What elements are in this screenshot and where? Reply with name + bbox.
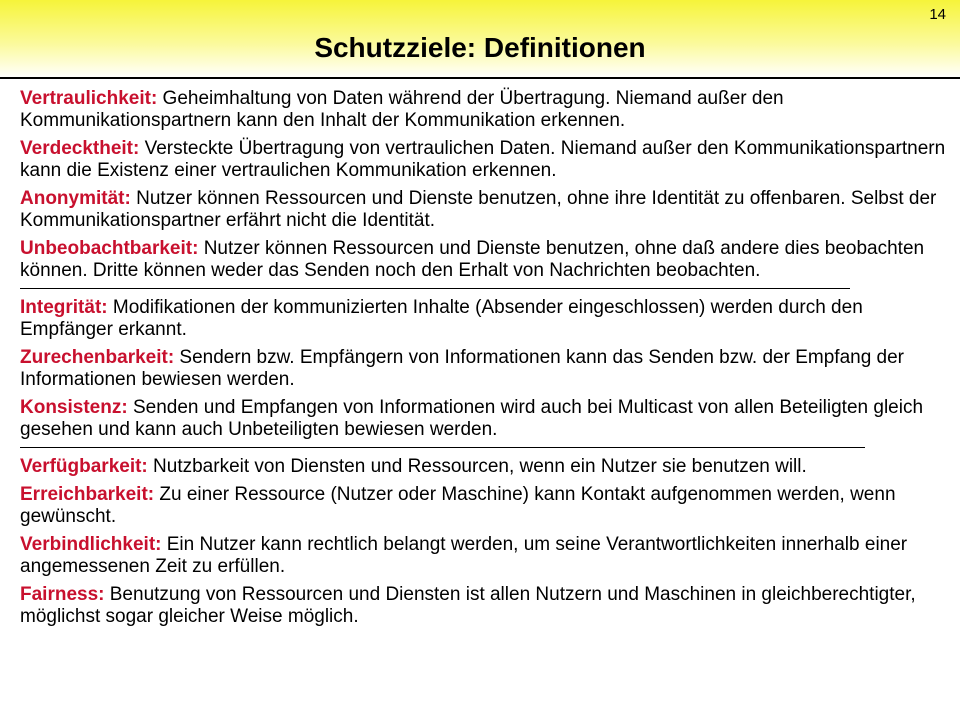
definition-item (20, 347, 950, 391)
definition-item (20, 584, 950, 628)
definition-text: Senden und Empfangen von Informationen wird auch bei Multicast von allen Beteiligten gleich gesehen und kann auch Unbeteiligten bewiesen werden. (20, 397, 924, 440)
group-divider (20, 288, 850, 289)
definition-text: Versteckte Übertragung von vertraulichen Daten. Niemand außer den Kommunikationspartnern kann die Existenz einer vertraulichen Kommunikation erkennen. (20, 138, 946, 181)
title-divider (0, 77, 960, 79)
definitions-list (20, 88, 950, 634)
definition-item (20, 238, 950, 282)
definition-term: Zurechenbarkeit: (20, 347, 175, 368)
definition-item (20, 397, 950, 441)
definition-term: Verfügbarkeit: (20, 456, 148, 477)
definition-term: Vertraulichkeit: (20, 88, 158, 109)
definition-text: Sendern bzw. Empfängern von Informationen kann das Senden bzw. der Empfang der Informationen bewiesen werden. (20, 347, 905, 390)
definition-term: Erreichbarkeit: (20, 484, 155, 505)
definition-item (20, 88, 950, 132)
definition-term: Konsistenz: (20, 397, 128, 418)
definition-term: Fairness: (20, 584, 105, 605)
definition-item (20, 484, 950, 528)
definition-term: Verdecktheit: (20, 138, 140, 159)
definition-text: Ein Nutzer kann rechtlich belangt werden, um seine Verantwortlichkeiten innerhalb einer angemessenen Zeit zu erfüllen. (20, 534, 908, 577)
definition-text: Zu einer Ressource (Nutzer oder Maschine) kann Kontakt aufgenommen werden, wenn gewünscht. (20, 484, 896, 527)
definition-term: Integrität: (20, 297, 108, 318)
definition-text: Nutzer können Ressourcen und Dienste benutzen, ohne ihre Identität zu offenbaren. Selbst der Kommunikationspartner erfährt nicht die Identität. (20, 188, 937, 231)
definition-item (20, 297, 950, 341)
definition-text: Geheimhaltung von Daten während der Übertragung. Niemand außer den Kommunikationspartnern kann den Inhalt der Kommunikation erkennen. (20, 88, 784, 131)
definition-term: Anonymität: (20, 188, 131, 209)
page-number: 14 (929, 6, 946, 23)
definition-text: Modifikationen der kommunizierten Inhalte (Absender eingeschlossen) werden durch den Empfänger erkannt. (20, 297, 863, 340)
definition-term: Verbindlichkeit: (20, 534, 162, 555)
definition-item (20, 534, 950, 578)
group-divider (20, 447, 865, 448)
definition-text: Benutzung von Ressourcen und Diensten ist allen Nutzern und Maschinen in gleichberechtigter, möglichst sogar gleicher Weise möglich. (20, 584, 916, 627)
slide-title: Schutzziele: Definitionen (314, 32, 646, 63)
definition-item (20, 188, 950, 232)
slide-header (0, 0, 960, 78)
definition-term: Unbeobachtbarkeit: (20, 238, 199, 259)
definition-item (20, 138, 950, 182)
definition-item (20, 456, 950, 478)
definition-text: Nutzer können Ressourcen und Dienste benutzen, ohne daß andere dies beobachten können. Dritte können weder das Senden noch den Erhalt von Nachrichten beobachten. (20, 238, 925, 281)
definition-text: Nutzbarkeit von Diensten und Ressourcen, wenn ein Nutzer sie benutzen will. (147, 456, 807, 477)
